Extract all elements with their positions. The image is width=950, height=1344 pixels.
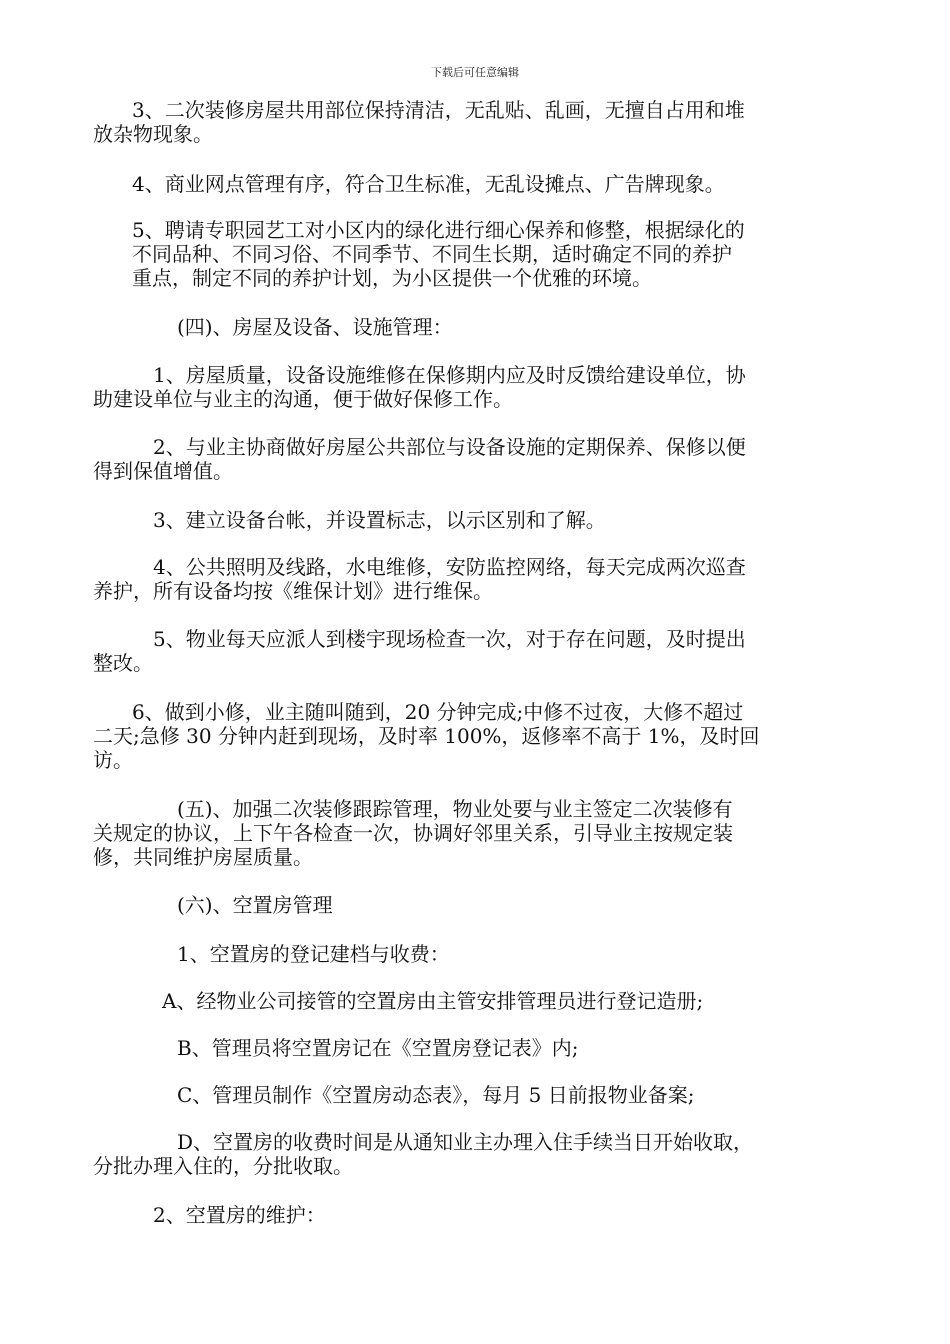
section-heading-5-line-1: (五)、加强二次装修跟踪管理，物业处要与业主签定二次装修有 xyxy=(177,797,733,821)
paragraph-7 xyxy=(0,508,606,532)
paragraph-9-line-2: 整改。 xyxy=(93,651,153,675)
paragraph-5-line-2: 助建设单位与业主的沟通，便于做好保修工作。 xyxy=(93,387,513,411)
paragraph-16 xyxy=(0,1083,694,1107)
section-heading-5-line-2: 关规定的协议，上下午各检查一次，协调好邻里关系，引导业主按规定装 xyxy=(93,821,733,845)
paragraph-7-line-1: 3、建立设备台帐，并设置标志，以示区别和了解。 xyxy=(153,508,606,532)
paragraph-14-line-1: A、经物业公司接管的空置房由主管安排管理员进行登记造册; xyxy=(162,989,704,1013)
paragraph-5-line-1: 1、房屋质量，设备设施维修在保修期内应及时反馈给建设单位，协 xyxy=(153,363,746,387)
paragraph-2-line-1: 4、商业网点管理有序，符合卫生标准，无乱设摊点、广告牌现象。 xyxy=(132,172,725,196)
paragraph-3-line-3: 重点，制定不同的养护计划，为小区提供一个优雅的环境。 xyxy=(132,266,652,290)
paragraph-15-line-1: B、管理员将空置房记在《空置房登记表》内; xyxy=(177,1036,579,1060)
section-heading-6-line-1: (六)、空置房管理 xyxy=(177,893,333,917)
section-heading-5 xyxy=(0,797,733,869)
paragraph-10-line-3: 访。 xyxy=(93,748,133,772)
paragraph-18 xyxy=(0,1203,326,1227)
paragraph-13 xyxy=(0,942,450,966)
paragraph-6 xyxy=(0,435,746,483)
paragraph-1-line-1: 3、二次装修房屋共用部位保持清洁，无乱贴、乱画，无擅自占用和堆 xyxy=(132,98,745,122)
paragraph-9 xyxy=(0,627,746,675)
page-header-note: 下载后可任意编辑 xyxy=(431,66,519,79)
section-heading-5-line-3: 修，共同维护房屋质量。 xyxy=(93,845,313,869)
paragraph-10 xyxy=(0,700,760,772)
paragraph-14 xyxy=(0,989,703,1013)
paragraph-8-line-1: 4、公共照明及线路，水电维修，安防监控网络，每天完成两次巡查 xyxy=(153,555,746,579)
paragraph-18-line-1: 2、空置房的维护： xyxy=(153,1203,326,1227)
paragraph-6-line-2: 得到保值增值。 xyxy=(93,459,233,483)
paragraph-6-line-1: 2、与业主协商做好房屋公共部位与设备设施的定期保养、保修以便 xyxy=(153,435,746,459)
paragraph-16-line-1: C、管理员制作《空置房动态表》，每月 5 日前报物业备案; xyxy=(177,1083,695,1107)
paragraph-17-line-2: 分批办理入住的，分批收取。 xyxy=(93,1154,353,1178)
paragraph-3-line-2: 不同品种、不同习俗、不同季节、不同生长期，适时确定不同的养护 xyxy=(132,242,732,266)
paragraph-10-line-1: 6、做到小修，业主随叫随到，20 分钟完成;中修不过夜，大修不超过 xyxy=(132,700,744,724)
paragraph-10-line-2: 二天;急修 30 分钟内赶到现场，及时率 100%，返修率不高于 1%，及时回 xyxy=(93,724,760,748)
paragraph-3-line-1: 5、聘请专职园艺工对小区内的绿化进行细心保养和修整，根据绿化的 xyxy=(132,218,745,242)
paragraph-5 xyxy=(0,363,746,411)
paragraph-13-line-1: 1、空置房的登记建档与收费： xyxy=(177,942,450,966)
paragraph-1-line-2: 放杂物现象。 xyxy=(93,122,213,146)
paragraph-3 xyxy=(0,218,745,290)
paragraph-1 xyxy=(0,98,745,146)
paragraph-8-line-2: 养护，所有设备均按《维保计划》进行维保。 xyxy=(93,579,493,603)
paragraph-17 xyxy=(0,1130,753,1178)
paragraph-2 xyxy=(0,172,725,196)
paragraph-15 xyxy=(0,1036,578,1060)
paragraph-17-line-1: D、空置房的收费时间是从通知业主办理入住手续当日开始收取， xyxy=(177,1130,754,1154)
paragraph-9-line-1: 5、物业每天应派人到楼宇现场检查一次，对于存在问题，及时提出 xyxy=(153,627,746,651)
paragraph-8 xyxy=(0,555,746,603)
section-heading-6 xyxy=(0,893,333,917)
section-heading-4-line-1: (四)、房屋及设备、设施管理： xyxy=(177,315,453,339)
section-heading-4 xyxy=(0,315,453,339)
